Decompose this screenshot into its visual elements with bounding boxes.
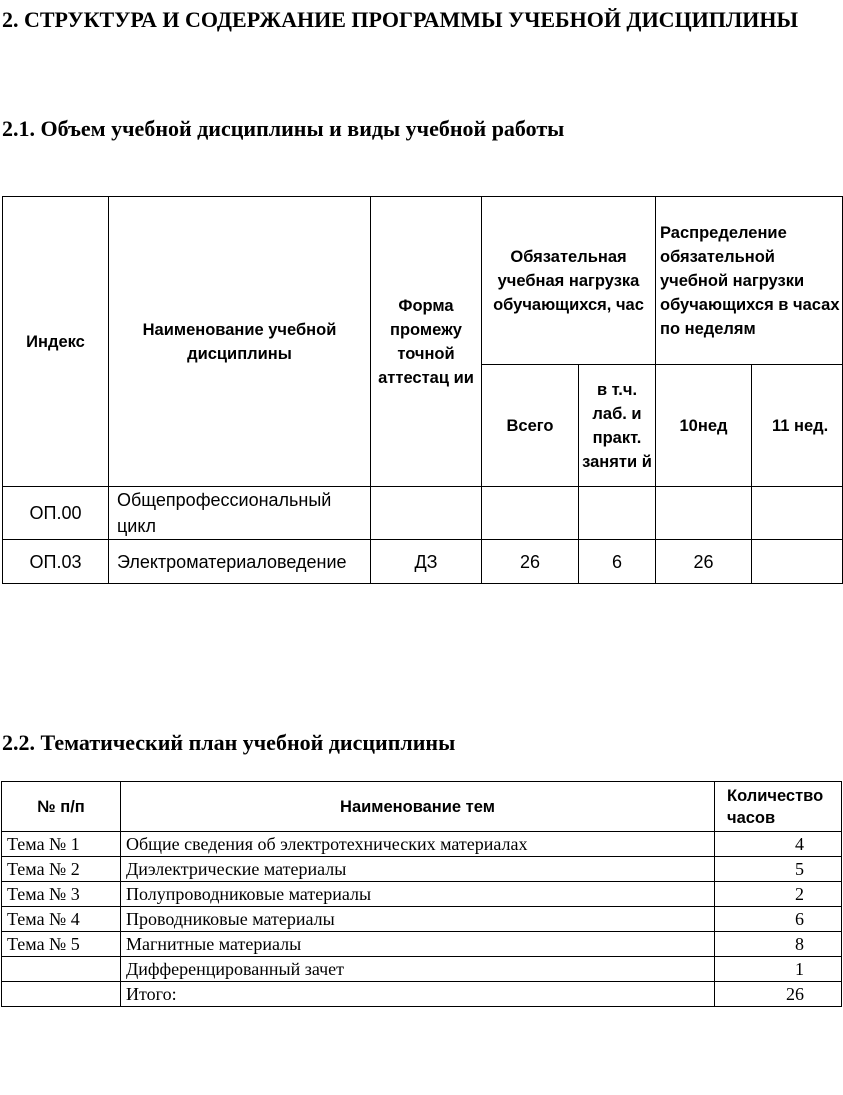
row-week-10: 26 (656, 540, 752, 584)
header-week-10: 10нед (656, 365, 752, 487)
topic-name: Дифференцированный зачет (121, 957, 715, 982)
row-index: ОП.03 (3, 540, 109, 584)
header-week-11: 11 нед. (752, 365, 843, 487)
header-discipline-name: Наименование учебной дисциплины (109, 197, 371, 487)
header-topic-name: Наименование тем (121, 782, 715, 832)
topic-name: Магнитные материалы (121, 932, 715, 957)
topic-hours: 8 (715, 932, 842, 957)
header-mandatory-load: Обязательная учебная нагрузка обучающихся, час (482, 197, 656, 365)
row-total (482, 487, 579, 540)
topic-hours: 4 (715, 832, 842, 857)
topic-number: Тема № 3 (2, 882, 121, 907)
row-index: ОП.00 (3, 487, 109, 540)
row-week-11 (752, 487, 843, 540)
table-row (2, 957, 842, 982)
topic-number: Тема № 2 (2, 857, 121, 882)
topic-hours: 2 (715, 882, 842, 907)
topic-number: Тема № 4 (2, 907, 121, 932)
header-attestation-form: Форма промежу точной аттестац ии (371, 197, 482, 487)
topic-hours: 1 (715, 957, 842, 982)
row-including: 6 (579, 540, 656, 584)
header-index: Индекс (3, 197, 109, 487)
row-including (579, 487, 656, 540)
topic-name: Диэлектрические материалы (121, 857, 715, 882)
topic-hours: 5 (715, 857, 842, 882)
header-number: № п/п (2, 782, 121, 832)
table-row (2, 982, 842, 1007)
table-row (2, 857, 842, 882)
header-hours: Количество часов (715, 782, 842, 832)
table-row (2, 932, 842, 957)
topic-number (2, 957, 121, 982)
header-total: Всего (482, 365, 579, 487)
row-week-11 (752, 540, 843, 584)
row-attestation-form (371, 487, 482, 540)
topic-hours: 26 (715, 982, 842, 1007)
topic-number: Тема № 1 (2, 832, 121, 857)
topic-name: Проводниковые материалы (121, 907, 715, 932)
table-row (2, 882, 842, 907)
table-row (3, 540, 843, 584)
header-weekly-distribution: Распределение обязательной учебной нагрузки обучающихся в часах по неделям (656, 197, 843, 365)
table-row (3, 487, 843, 540)
table-row (2, 907, 842, 932)
topic-number (2, 982, 121, 1007)
thematic-plan-table (1, 781, 842, 1007)
row-week-10 (656, 487, 752, 540)
workload-table (2, 196, 843, 584)
subsection-1-title: 2.1. Объем учебной дисциплины и виды учебной работы (2, 116, 565, 141)
row-attestation-form: ДЗ (371, 540, 482, 584)
table-row (2, 832, 842, 857)
topic-name: Общие сведения об электротехнических материалах (121, 832, 715, 857)
topic-hours: 6 (715, 907, 842, 932)
subsection-2-title: 2.2. Тематический план учебной дисциплины (2, 730, 456, 755)
section-title: 2. СТРУКТУРА И СОДЕРЖАНИЕ ПРОГРАММЫ УЧЕБНОЙ ДИСЦИПЛИНЫ (2, 7, 799, 32)
topic-name: Итого: (121, 982, 715, 1007)
row-discipline-name: Общепрофессиональный цикл (109, 487, 371, 540)
row-total: 26 (482, 540, 579, 584)
topic-number: Тема № 5 (2, 932, 121, 957)
header-including-practice: в т.ч. лаб. и практ. заняти й (579, 365, 656, 487)
row-discipline-name: Электроматериаловедение (109, 540, 371, 584)
topic-name: Полупроводниковые материалы (121, 882, 715, 907)
